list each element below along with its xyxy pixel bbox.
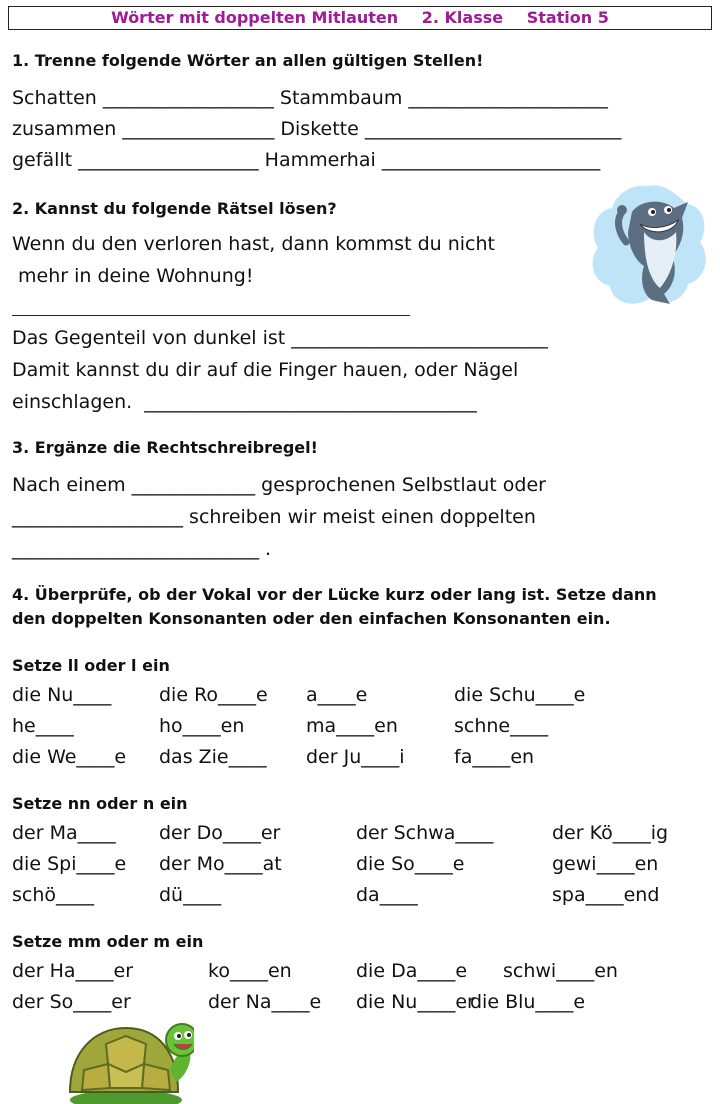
exercise-item: die Nu____ (12, 684, 112, 706)
grade-label: 2. Klasse (421, 8, 504, 27)
riddle-3-line-1: Damit kannst du dir auf die Finger hauen, oder Nägel (12, 359, 519, 381)
riddle-1-line-2: mehr in deine Wohnung! (12, 265, 254, 287)
exercise-item: ho____en (159, 715, 245, 737)
exercise-item: die Da____e (356, 960, 468, 982)
exercise-item: der So____er (12, 991, 131, 1013)
exercise-item: die We____e (12, 746, 127, 768)
exercise-item: der Mo____at (159, 853, 282, 875)
section1-row-2: zusammen ________________ Diskette ___________________________ (12, 118, 622, 140)
rule-line-2: __________________ schreiben wir meist einen doppelten (12, 506, 536, 528)
worksheet-header (8, 6, 712, 30)
exercise-item: der Na____e (208, 991, 322, 1013)
exercise-item: schne____ (454, 715, 549, 737)
turtle-icon (64, 1022, 194, 1104)
exercise-item: die Schu____e (454, 684, 586, 706)
exercise-item: der Ha____er (12, 960, 134, 982)
worksheet-title: Wörter mit doppelten Mitlauten (111, 8, 399, 27)
rule-line-3: __________________________ . (12, 538, 272, 560)
section1-heading: 1. Trenne folgende Wörter an allen gültigen Stellen! (12, 51, 484, 70)
section4-heading-line-2: den doppelten Konsonanten oder den einfachen Konsonanten ein. (12, 609, 611, 628)
exercise-item: ma____en (306, 715, 398, 737)
exercise-item: a____e (306, 684, 368, 706)
exercise-item: da____ (356, 884, 418, 906)
rule-line-1: Nach einem _____________ gesprochenen Selbstlaut oder (12, 474, 546, 496)
section1-row-3: gefällt ___________________ Hammerhai _______________________ (12, 149, 601, 171)
exercise-item: he____ (12, 715, 74, 737)
exercise-item: die So____e (356, 853, 465, 875)
exercise-item: ko____en (208, 960, 292, 982)
exercise-item: spa____end (552, 884, 660, 906)
exercise-item: die Nu____er (356, 991, 475, 1013)
section2-heading: 2. Kannst du folgende Rätsel lösen? (12, 199, 337, 218)
section1-row-1: Schatten __________________ Stammbaum _____________________ (12, 87, 608, 109)
riddle-3-line-2: einschlagen. ___________________________________ (12, 391, 477, 413)
exercise-item: der Kö____ig (552, 822, 669, 844)
station-label: Station 5 (526, 8, 609, 27)
exercise-item: schö____ (12, 884, 95, 906)
riddle-2-line: Das Gegenteil von dunkel ist ___________________________ (12, 327, 548, 349)
exercise-item: der Ma____ (12, 822, 116, 844)
exercise-item: fa____en (454, 746, 535, 768)
section3-heading: 3. Ergänze die Rechtschreibregel! (12, 438, 318, 457)
exercise-item: dü____ (159, 884, 222, 906)
section4-heading-line-1: 4. Überprüfe, ob der Vokal vor der Lücke kurz oder lang ist. Setze dann (12, 585, 657, 604)
exercise-item: der Do____er (159, 822, 281, 844)
exercise-item: die Ro____e (159, 684, 268, 706)
exercise-item: gewi____en (552, 853, 659, 875)
group-mm-title: Setze mm oder m ein (12, 932, 204, 951)
exercise-item: die Blu____e (470, 991, 586, 1013)
riddle-1-answer-line (12, 315, 410, 316)
exercise-item: der Ju____i (306, 746, 405, 768)
shark-icon (588, 182, 710, 310)
group-ll-title: Setze ll oder l ein (12, 656, 170, 675)
exercise-item: die Spi____e (12, 853, 127, 875)
riddle-1-line-1: Wenn du den verloren hast, dann kommst du nicht (12, 233, 495, 255)
exercise-item: das Zie____ (159, 746, 267, 768)
group-nn-title: Setze nn oder n ein (12, 794, 188, 813)
exercise-item: schwi____en (503, 960, 618, 982)
exercise-item: der Schwa____ (356, 822, 494, 844)
